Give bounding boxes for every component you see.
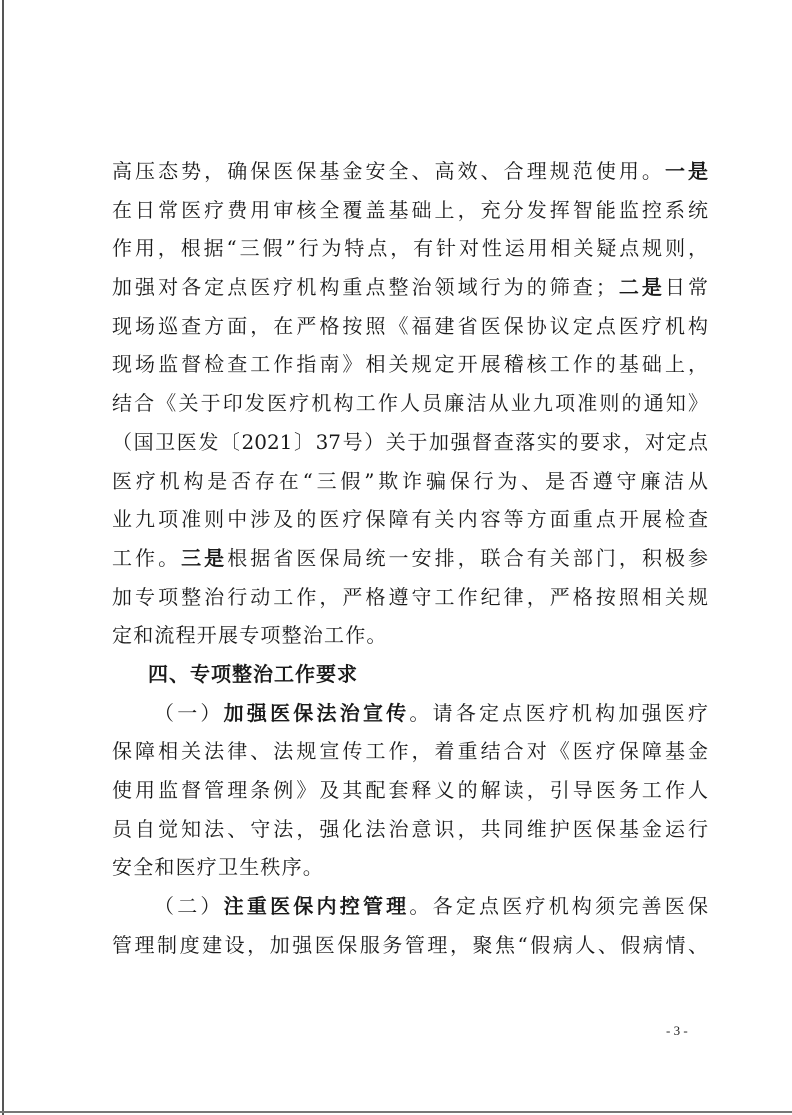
text-line: 保障相关法律、法规宣传工作，着重结合对《医疗保障基金 [112,739,708,764]
text-line: 加专项整治行动工作，严格遵守工作纪律，严格按照相关规 [112,584,708,609]
text-line: 作用，根据“三假”行为特点，有针对性运用相关疑点规则， [112,236,708,261]
page-number: - 3 - [666,1023,688,1038]
text-line: 员自觉知法、守法，强化法治意识，共同维护医保基金运行 [112,816,708,841]
document-body [112,152,708,964]
text-line: 安全和医疗卫生秩序。 [112,855,324,880]
subsection-line: （一）加强医保法治宣传。请各定点医疗机构加强医疗 [154,700,709,725]
text-line: 高压态势，确保医保基金安全、高效、合理规范使用。一是 [112,159,709,183]
text-line: 业九项准则中涉及的医疗保障有关内容等方面重点开展检查 [112,507,708,532]
subsection-line: （二）注重医保内控管理。各定点医疗机构须完善医保 [154,894,709,919]
text-line: 现场监督检查工作指南》相关规定开展稽核工作的基础上， [112,352,708,377]
text-line: 在日常医疗费用审核全覆盖基础上，充分发挥智能监控系统 [112,197,708,222]
scan-edge-bottom [0,1111,792,1113]
section-heading: 四、专项整治工作要求 [148,661,358,686]
text-line: 现场巡查方面，在严格按照《福建省医保协议定点医疗机构 [112,313,708,338]
text-line: 结合《关于印发医疗机构工作人员廉洁从业九项准则的通知》 [112,391,708,416]
text-line: 医疗机构是否存在“三假”欺诈骗保行为、是否遵守廉洁从 [112,468,708,493]
text-line: 工作。三是根据省医保局统一安排，联合有关部门，积极参 [112,545,709,570]
text-line: 加强对各定点医疗机构重点整治领域行为的筛查；二是日常 [112,275,709,300]
text-line: 使用监督管理条例》及其配套释义的解读，引导医务工作人 [112,778,708,802]
scan-edge-left [2,0,4,1115]
text-line: （国卫医发〔2021〕37号）关于加强督查落实的要求，对定点 [112,429,708,454]
text-line: 管理制度建设，加强医保服务管理，聚焦“假病人、假病情、 [112,932,708,957]
text-line: 定和流程开展专项整治工作。 [112,623,388,648]
